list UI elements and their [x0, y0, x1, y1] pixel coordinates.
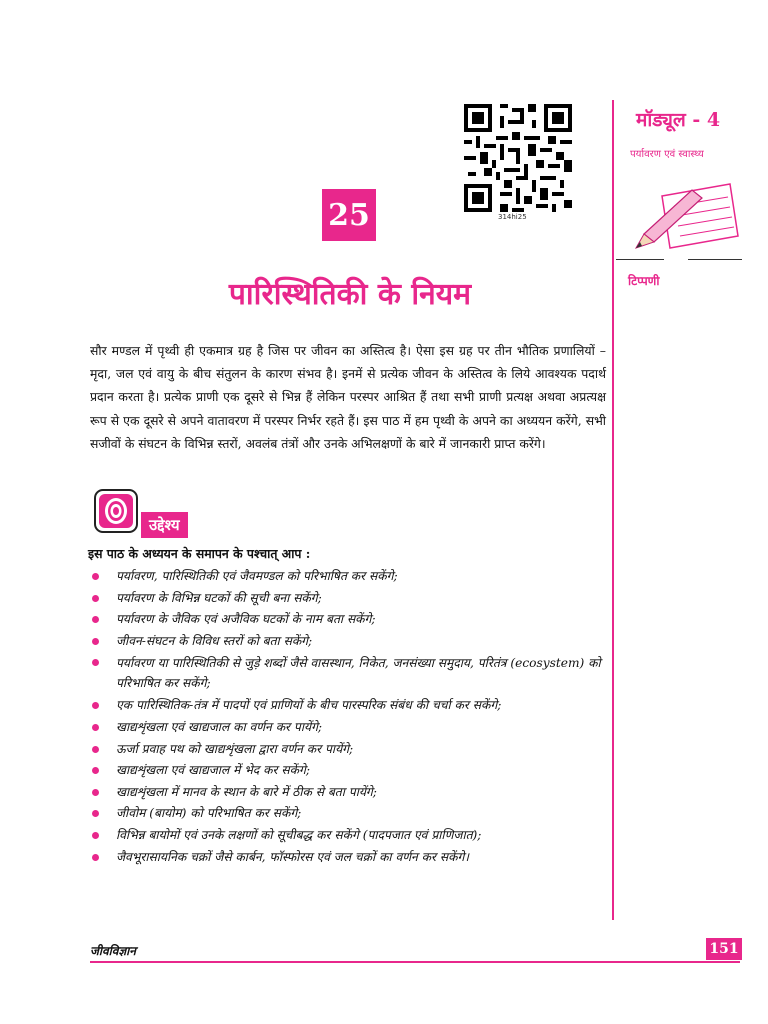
list-item: जीवन-संघटन के विविध स्तरों को बता सकेंगे;: [90, 631, 610, 653]
list-item: खाद्यशृंखला एवं खाद्यजाल में भेद कर सकेंगे;: [90, 760, 610, 782]
module-title: मॉड्यूल - 4: [636, 109, 721, 131]
list-item: पर्यावरण, पारिस्थितिकी एवं जैवमण्डल को परिभाषित कर सकेंगे;: [90, 566, 610, 588]
pencil-note-icon: [622, 176, 742, 266]
page-number: 151: [706, 938, 742, 960]
footer-rule: [90, 961, 740, 963]
qr-code-label: 314hi25: [498, 213, 527, 221]
objectives-intro: इस पाठ के अध्ययन के समापन के पश्चात् आप :: [88, 546, 311, 561]
note-label: टिप्पणी: [628, 274, 660, 288]
list-item: पर्यावरण के जैविक एवं अजैविक घटकों के नाम बता सकेंगे;: [90, 609, 610, 631]
chapter-title: पारिस्थितिकी के नियम: [228, 277, 472, 312]
chapter-number: 25: [322, 189, 376, 241]
list-item: पर्यावरण के विभिन्न घटकों की सूची बना सकेंगे;: [90, 588, 610, 610]
list-item: जैवभूरासायनिक चक्रों जैसे कार्बन, फॉस्फोरस एवं जल चक्रों का वर्णन कर सकेंगे।: [90, 847, 610, 869]
note-rule-left: [616, 259, 664, 260]
list-item: पर्यावरण या पारिस्थितिकी से जुड़े शब्दों जैसे वासस्थान, निकेत, जनसंख्या समुदाय, परितंत्र (ecosystem) को परिभाषित कर सकेंगे;: [90, 652, 610, 695]
qr-code: [464, 104, 572, 212]
module-subtitle: पर्यावरण एवं स्वास्थ्य: [630, 149, 704, 160]
objectives-list: [90, 566, 610, 868]
margin-divider: [612, 100, 614, 920]
list-item: खाद्यशृंखला में मानव के स्थान के बारे में ठीक से बता पायेंगे;: [90, 782, 610, 804]
note-rule-right: [688, 259, 742, 260]
list-item: एक पारिस्थितिक-तंत्र में पादपों एवं प्राणियों के बीच पारस्परिक संबंध की चर्चा कर सकेंगे;: [90, 695, 610, 717]
list-item: खाद्यशृंखला एवं खाद्यजाल का वर्णन कर पायेंगे;: [90, 717, 610, 739]
list-item: जीवोम (बायोम) को परिभाषित कर सकेंगे;: [90, 803, 610, 825]
list-item: ऊर्जा प्रवाह पथ को खाद्यशृंखला द्वारा वर्णन कर पायेंगे;: [90, 739, 610, 761]
intro-paragraph: सौर मण्डल में पृथ्वी ही एकमात्र ग्रह है जिस पर जीवन का अस्तित्व है। ऐसा इस ग्रह पर तीन भौतिक प्रणालियों – मृदा, जल एवं वायु के बीच संतुलन के कारण संभव है। इनमें से प्रत्येक जीवन के अस्तित्व के लिये आवश्यक पदार्थ प्रदान करता है। प्रत्येक प्राणी एक दूसरे से भिन्न हैं लेकिन परस्पर आश्रित हैं तथा सभी प्राणी प्रत्यक्ष अथवा अप्रत्यक्ष रूप से एक दूसरे से अपने वातावरण में परस्पर निर्भर रहते हैं। इस पाठ में हम पृथ्वी के अपने का अध्ययन करेंगे, सभी सजीवों के संघटन के विभिन्न स्तरों, अवलंब तंत्रों और उनके अभिलक्षणों के बारे में जानकारी प्राप्त करेंगे।: [90, 343, 606, 451]
objectives-label: उद्देश्य: [141, 512, 188, 538]
list-item: विभिन्न बायोमों एवं उनके लक्षणों को सूचीबद्ध कर सकेंगे (पादपजात एवं प्राणिजात);: [90, 825, 610, 847]
footer-subject: जीवविज्ञान: [90, 944, 136, 958]
target-icon: [94, 489, 138, 533]
